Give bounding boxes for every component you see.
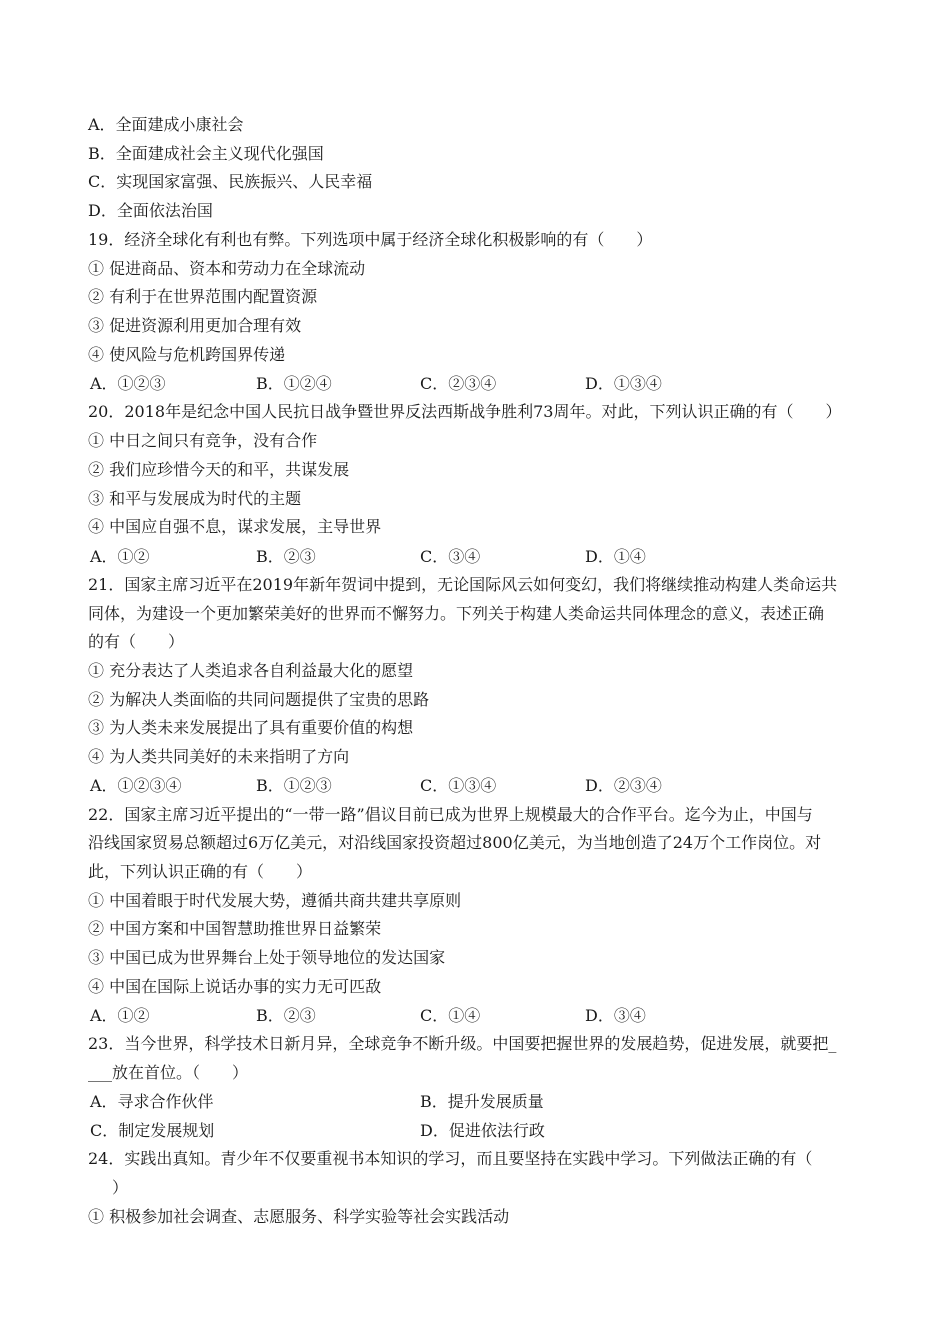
q19-option-b: B．①②④ [256, 374, 332, 393]
q22-option-b: B．②③ [256, 1006, 316, 1025]
q20-item-1: ① 中日之间只有竞争，没有合作 [88, 431, 318, 450]
q23-option-d: D．促进依法行政 [420, 1121, 545, 1140]
q22-option-a: A．①② [90, 1006, 150, 1025]
q22-stem-line-3: 此，下列认识正确的有（ ） [88, 862, 313, 881]
q22-item-2: ② 中国方案和中国智慧助推世界日益繁荣 [88, 919, 382, 938]
q22-item-3: ③ 中国已成为世界舞台上处于领导地位的发达国家 [88, 948, 446, 967]
q21-option-a: A．①②③④ [90, 776, 182, 795]
q20-item-3: ③ 和平与发展成为时代的主题 [88, 489, 302, 508]
q21-item-2: ② 为解决人类面临的共同问题提供了宝贵的思路 [88, 690, 430, 709]
q23-option-a: A．寻求合作伙伴 [90, 1092, 214, 1111]
q22-stem-line-2: 沿线国家贸易总额超过6万亿美元，对沿线国家投资超过800亿美元，为当地创造了24万个工作岗位。对 [88, 833, 822, 852]
q18-option-a: A．全面建成小康社会 [88, 115, 244, 134]
q21-option-b: B．①②③ [256, 776, 332, 795]
q21-stem-line-3: 的有（ ） [88, 632, 185, 651]
q21-stem-line-2: 同体，为建设一个更加繁荣美好的世界而不懈努力。下列关于构建人类命运共同体理念的意义，表述正确 [88, 604, 825, 623]
q22-item-4: ④ 中国在国际上说话办事的实力无可匹敌 [88, 977, 382, 996]
q24-stem-line-1: 24．实践出真知。青少年不仅要重视书本知识的学习，而且要坚持在实践中学习。下列做法正确的有（ [88, 1149, 813, 1168]
q23-stem-line-1: 23．当今世界，科学技术日新月异，全球竞争不断升级。中国要把握世界的发展趋势，促进发展，就要把_ [88, 1034, 837, 1053]
q21-item-3: ③ 为人类未来发展提出了具有重要价值的构想 [88, 718, 414, 737]
q19-option-a: A．①②③ [90, 374, 166, 393]
q20-option-c: C．③④ [420, 547, 481, 566]
q19-item-1: ① 促进商品、资本和劳动力在全球流动 [88, 259, 366, 278]
q21-option-c: C．①③④ [420, 776, 497, 795]
q23-stem-line-2: ___放在首位。（ ） [88, 1063, 249, 1082]
q20-item-2: ② 我们应珍惜今天的和平，共谋发展 [88, 460, 350, 479]
q18-option-d: D．全面依法治国 [88, 201, 213, 220]
q19-option-c: C．②③④ [420, 374, 497, 393]
q19-item-2: ② 有利于在世界范围内配置资源 [88, 287, 318, 306]
q21-item-4: ④ 为人类共同美好的未来指明了方向 [88, 747, 350, 766]
q21-option-d: D．②③④ [585, 776, 662, 795]
q22-option-c: C．①④ [420, 1006, 481, 1025]
q22-option-d: D．③④ [585, 1006, 646, 1025]
q20-option-d: D．①④ [585, 547, 646, 566]
q21-item-1: ① 充分表达了人类追求各自利益最大化的愿望 [88, 661, 414, 680]
q20-option-b: B．②③ [256, 547, 316, 566]
q18-option-b: B．全面建成社会主义现代化强国 [88, 144, 324, 163]
q21-stem-line-1: 21．国家主席习近平在2019年新年贺词中提到，无论国际风云如何变幻，我们将继续推动构建人类命运共 [88, 575, 838, 594]
q22-stem-line-1: 22．国家主席习近平提出的“一带一路”倡议目前已成为世界上规模最大的合作平台。迄今为止，中国与 [88, 805, 813, 824]
q20-stem: 20．2018年是纪念中国人民抗日战争暨世界反法西斯战争胜利73周年。对此，下列认识正确的有（ ） [88, 402, 842, 421]
q23-option-b: B．提升发展质量 [420, 1092, 544, 1111]
q19-item-4: ④ 使风险与危机跨国界传递 [88, 345, 286, 364]
q19-option-d: D．①③④ [585, 374, 662, 393]
q19-item-3: ③ 促进资源利用更加合理有效 [88, 316, 302, 335]
q20-item-4: ④ 中国应自强不息，谋求发展，主导世界 [88, 517, 382, 536]
q19-stem: 19．经济全球化有利也有弊。下列选项中属于经济全球化积极影响的有（ ） [88, 230, 653, 249]
q24-stem-line-2: ） [96, 1178, 129, 1197]
q23-option-c: C．制定发展规划 [90, 1121, 215, 1140]
q18-option-c: C．实现国家富强、民族振兴、人民幸福 [88, 172, 373, 191]
q20-option-a: A．①② [90, 547, 150, 566]
q24-item-1: ① 积极参加社会调查、志愿服务、科学实验等社会实践活动 [88, 1207, 510, 1226]
q22-item-1: ① 中国着眼于时代发展大势，遵循共商共建共享原则 [88, 891, 462, 910]
